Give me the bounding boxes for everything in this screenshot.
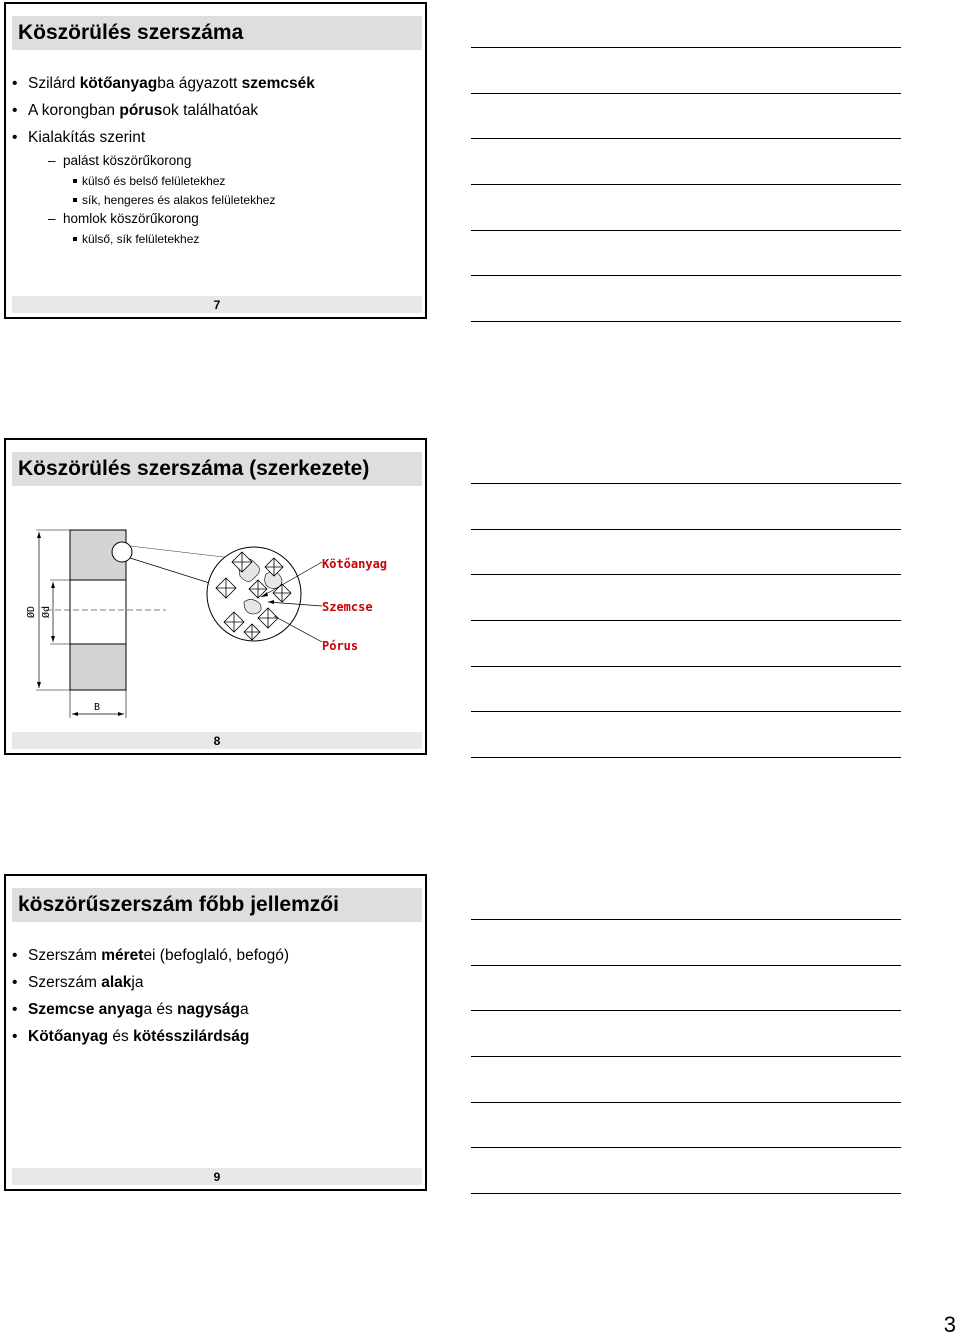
bullet-4 xyxy=(28,1028,249,1046)
slide-9 xyxy=(4,874,427,1191)
bullet-text-part: kötésszilárdság xyxy=(133,1028,250,1045)
dim-B-label: B xyxy=(94,702,101,713)
slide-number: 9 xyxy=(12,1168,422,1185)
bullet-text-part: Kötőanyag xyxy=(28,1028,109,1045)
bullet-text-part: kötőanyag xyxy=(79,75,158,92)
bullet-text-part: ja xyxy=(131,974,144,991)
sub-sub-bullet-2: sík, hengeres és alakos felületekhez xyxy=(82,193,276,207)
pore-label: Pórus xyxy=(322,639,359,653)
bullet-text-part: alak xyxy=(101,974,132,991)
slide-title: Köszörülés szerszáma (szerkezete) xyxy=(12,452,422,486)
sub-sub-bullet-3: külső, sík felületekhez xyxy=(82,232,200,246)
magnified-structure xyxy=(207,547,322,642)
bullet-text-part: Szerszám xyxy=(28,974,102,991)
bullet-text-part: ba ágyazott xyxy=(157,75,242,92)
grinding-wheel-diagram xyxy=(6,524,425,749)
bullet-text-part: és xyxy=(108,1028,134,1045)
bullet-text-part: pórus xyxy=(119,102,163,119)
bullet-text-part: nagyság xyxy=(177,1001,240,1018)
bullet-text-part: ok találhatóak xyxy=(162,102,259,119)
dim-d-label: Ød xyxy=(41,605,52,618)
slide-number: 7 xyxy=(12,296,422,313)
bullet-1 xyxy=(28,947,289,965)
bullet-1 xyxy=(28,75,315,93)
wheel-lower-section xyxy=(70,644,126,690)
bullet-text-part: A korongban xyxy=(28,102,120,119)
slide-title: Köszörülés szerszáma xyxy=(12,16,422,50)
bullet-text-part: Kialakítás szerint xyxy=(28,129,146,146)
bullet-3 xyxy=(28,1001,249,1019)
sub-sub-bullet-1: külső és belső felületekhez xyxy=(82,174,226,188)
slide-7 xyxy=(4,2,427,319)
bullet-text-part: Szilárd xyxy=(28,75,80,92)
bullet-2 xyxy=(28,974,143,992)
bullet-3 xyxy=(28,129,145,147)
grain-label: Szemcse xyxy=(322,600,373,614)
sub-bullet-2: – homlok köszörűkorong xyxy=(63,211,199,226)
bullet-text-part: méret xyxy=(101,947,144,964)
detail-marker-circle xyxy=(112,542,132,562)
binder-label: Kötőanyag xyxy=(322,557,388,571)
bullet-text-part: a xyxy=(239,1001,249,1018)
bullet-text-part: szemcsék xyxy=(241,75,315,92)
wheel-bore xyxy=(70,580,126,644)
page-number: 3 xyxy=(943,1312,956,1337)
bullet-text-part: Szerszám xyxy=(28,947,102,964)
dim-D-label: ØD xyxy=(26,605,37,618)
bullet-text-part: ei (befoglaló, befogó) xyxy=(143,947,290,964)
bullet-2 xyxy=(28,102,258,120)
slide-title: köszörűszerszám főbb jellemzői xyxy=(12,888,422,922)
sub-bullet-1: – palást köszörűkorong xyxy=(63,153,191,168)
slide-8 xyxy=(4,438,427,755)
bullet-text-part: a és xyxy=(143,1001,178,1018)
bullet-text-part: Szemcse anyag xyxy=(28,1001,144,1018)
slide-number: 8 xyxy=(12,732,422,749)
